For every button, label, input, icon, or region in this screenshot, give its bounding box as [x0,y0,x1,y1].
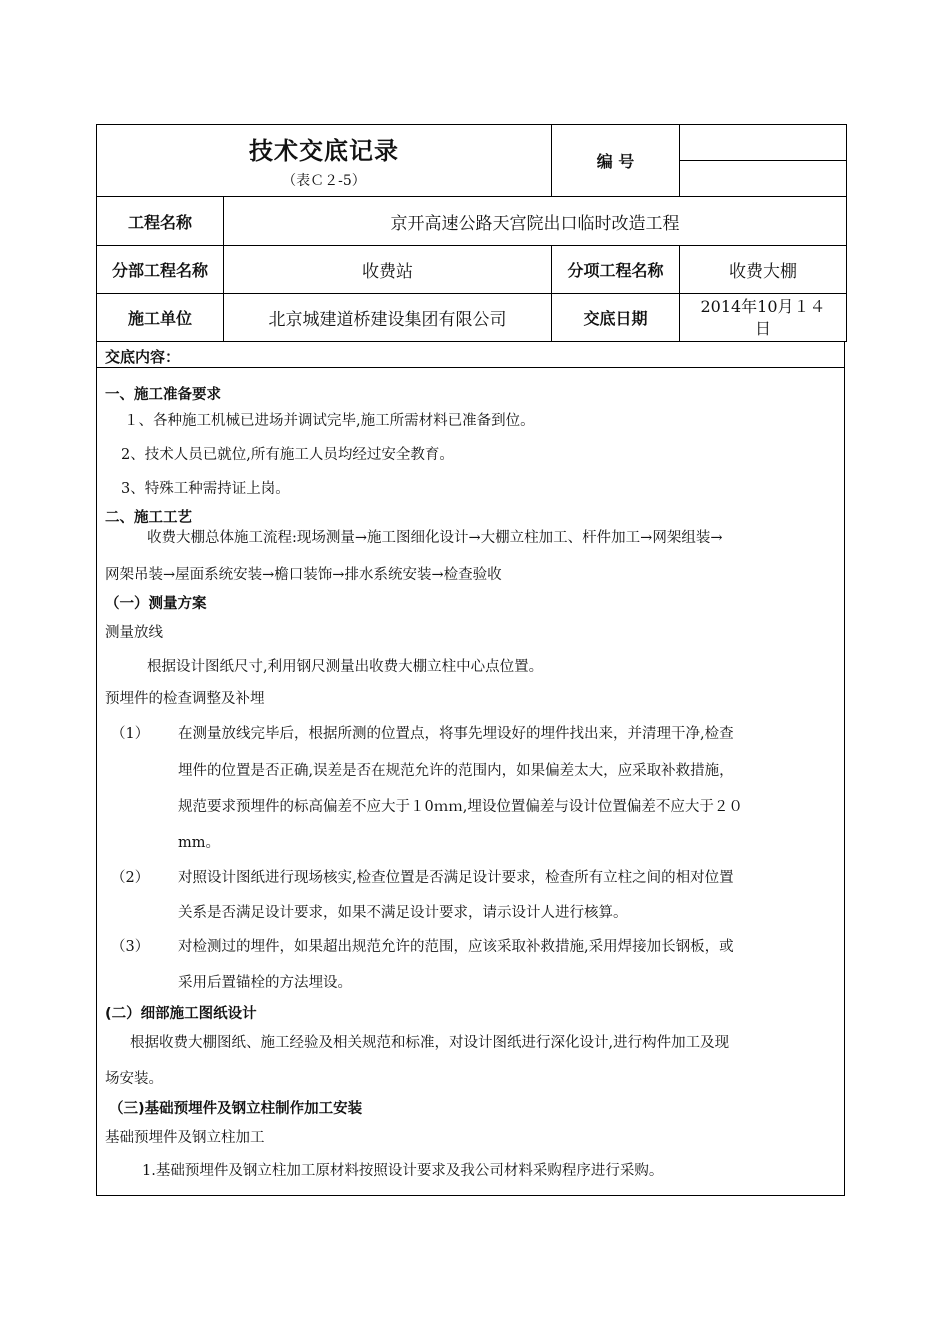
paragraph-1-line-1: 在测量放线完毕后，根据所测的位置点，将事先埋设好的埋件找出来，并清理干净,检查 [178,726,734,742]
content-divider [97,367,844,368]
contractor-label: 施工单位 [97,294,224,342]
paragraph-2-line-1: 对照设计图纸进行现场核实,检查位置是否满足设计要求，检查所有立柱之间的相对位置 [178,870,734,886]
form-subtitle: （表Ｃ２-5） [282,173,366,189]
paragraph-3-number: （3） [111,939,150,955]
embedded-parts-heading: 预埋件的检查调整及补埋 [105,691,265,707]
paragraph-1-line-3: 规范要求预埋件的标高偏差不应大于１0ｍｍ,埋设位置偏差与设计位置偏差不应大于２０ [178,799,743,815]
subsection-1-title: （一）测量方案 [105,596,207,612]
date-line-1: 2014年10月１４ [700,296,826,316]
item-value: 收费大棚 [680,246,847,294]
paragraph-1-line-2: 埋件的位置是否正确,误差是否在规范允许的范围内，如果偏差太大，应采取补救措施， [178,763,734,779]
contractor-value: 北京城建道桥建设集团有限公司 [224,294,552,342]
paragraph-2-line-2: 关系是否满足设计要求，如果不满足设计要求，请示设计人进行核算。 [178,905,628,921]
subsection-2-title: (二）细部施工图纸设计 [105,1006,257,1022]
subsection-3-title: （三)基础预埋件及钢立柱制作加工安装 [109,1101,363,1117]
section-2-title: 二、施工工艺 [105,510,192,526]
number-value-2 [680,161,847,197]
paragraph-3-line-1: 对检测过的埋件，如果超出规范允许的范围，应该采取补救措施,采用焊接加长钢板，或 [178,939,734,955]
process-line-2: 网架吊装→屋面系统安装→檐口装饰→排水系统安装→检查验收 [105,567,502,583]
briefing-content [96,342,845,1196]
section-1-item-3: 3、特殊工种需持证上岗。 [121,481,290,497]
survey-text: 根据设计图纸尺寸,利用钢尺测量出收费大棚立柱中心点位置。 [147,659,544,675]
paragraph-2-number: （2） [111,870,150,886]
foundation-heading: 基础预埋件及钢立柱加工 [105,1130,265,1146]
date-line-2: 日 [754,318,771,338]
form-title: 技术交底记录 [249,137,399,165]
date-value [680,294,847,342]
project-name-label: 工程名称 [97,197,224,246]
paragraph-1-line-4: mm。 [178,835,220,851]
project-name-value: 京开高速公路天宫院出口临时改造工程 [224,197,847,246]
title-cell [97,125,552,197]
section-1-title: 一、施工准备要求 [105,387,221,403]
process-line-1: 收费大棚总体施工流程:现场测量→施工图细化设计→大棚立柱加工、杆件加工→网架组装→ [147,530,723,546]
number-value-1 [680,125,847,161]
content-label: 交底内容： [105,348,181,366]
form-header-table [96,124,847,342]
detail-design-line-2: 场安装。 [105,1071,163,1087]
survey-heading: 测量放线 [105,625,163,641]
detail-design-line-1: 根据收费大棚图纸、施工经验及相关规范和标准，对设计图纸进行深化设计,进行构件加工及现 [130,1035,730,1051]
section-1-item-2: 2、技术人员已就位,所有施工人员均经过安全教育。 [121,447,454,463]
foundation-item-1: 1.基础预埋件及钢立柱加工原材料按照设计要求及我公司材料采购程序进行采购。 [142,1163,664,1179]
section-1-item-1: １、各种施工机械已进场并调试完毕,施工所需材料已准备到位。 [124,413,535,429]
paragraph-3-line-2: 采用后置锚栓的方法埋设。 [178,975,352,991]
item-label: 分项工程名称 [552,246,680,294]
number-label: 编 号 [552,125,680,197]
paragraph-1-number: （1） [111,726,150,742]
subproject-value: 收费站 [224,246,552,294]
technical-briefing-form [96,124,846,1196]
subproject-label: 分部工程名称 [97,246,224,294]
date-label: 交底日期 [552,294,680,342]
